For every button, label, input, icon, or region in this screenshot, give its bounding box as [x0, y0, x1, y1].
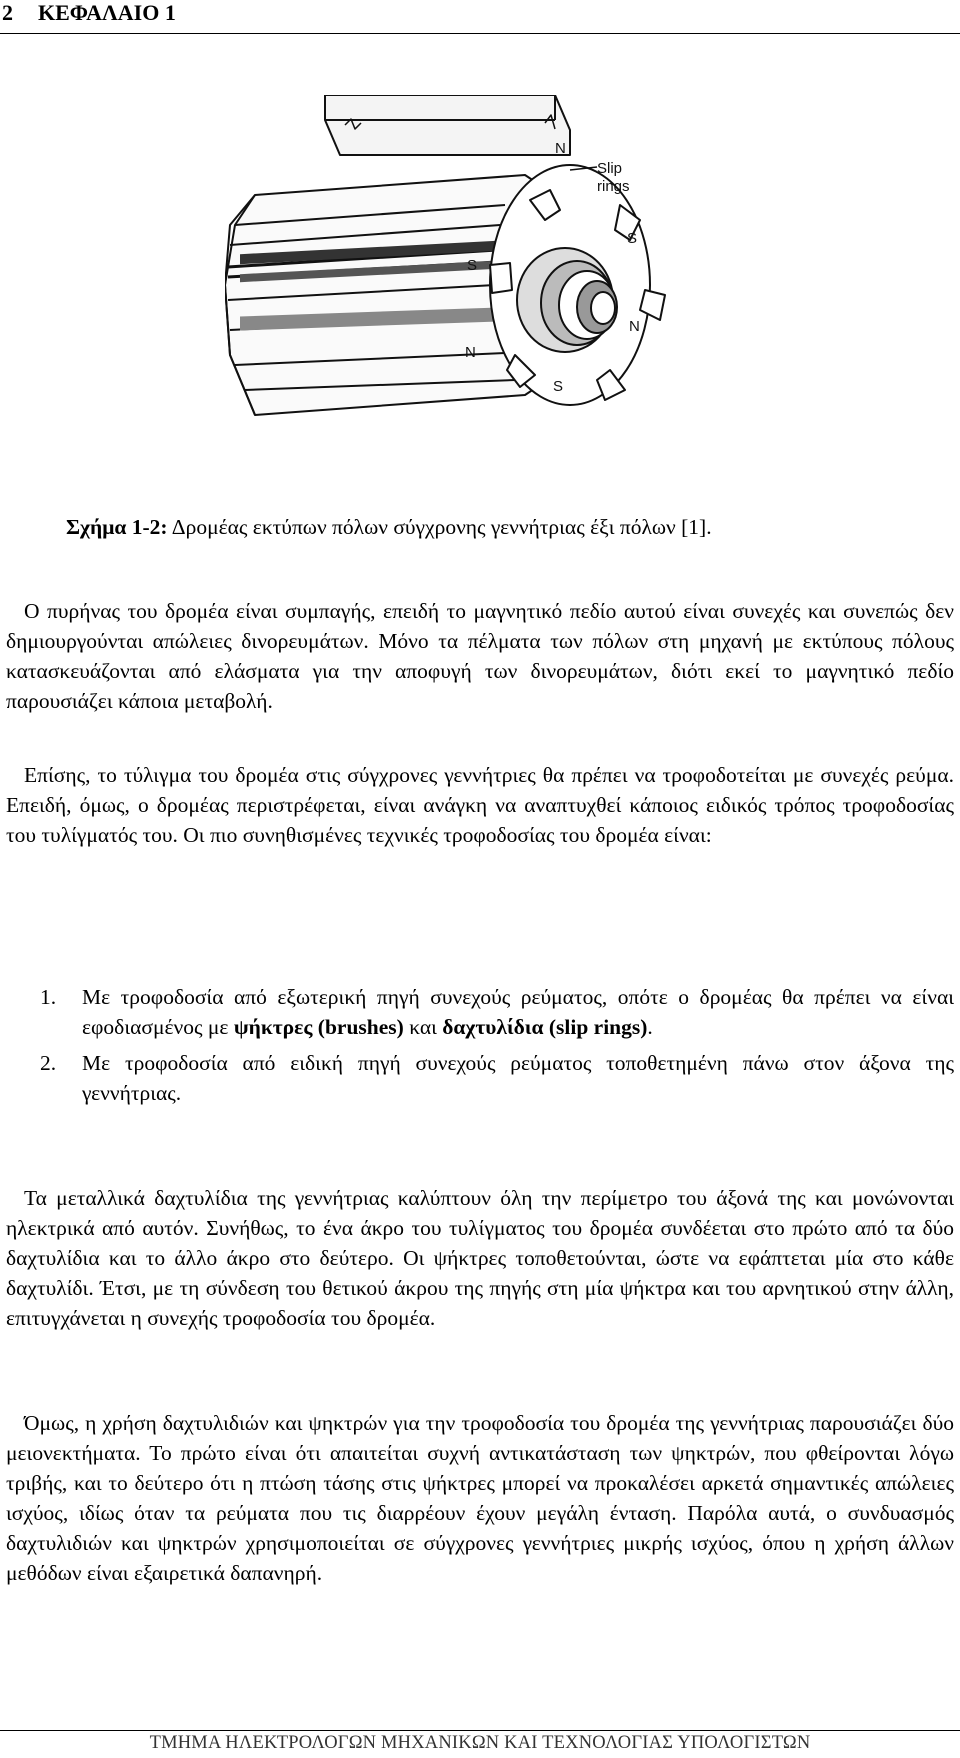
label-s-right: S — [627, 230, 638, 247]
paragraph-4-text: Όμως, η χρήση δαχτυλιδιών και ψηκτρών για την τροφοδοσία του δρομέα της γεννήτριας παρουσιάζει δύο μειονεκτήματα. Το πρώτο είναι ότι απαιτείται συχνή αντικατάσταση των ψηκτρών, που φθείρονται λόγω τριβής, και το δεύτερο ότι η πτώση τάσης στις ψήκτρες μπορεί να προκαλέσει αρκετά σημαντικές απώλειες ισχύος, ιδίως όταν τα ρεύματα που τις διαρρέουν έχουν μεγάλη ένταση. Παρόλα αυτά, ο συνδυασμός δαχτυλιδιών και ψηκτρών χρησιμοποιείται σε σύγχρονες γεννήτριες μικρής ισχύος, όπου η χρήση άλλων μεθόδων είναι εξαιρετικά δαπανηρή. — [6, 1411, 954, 1585]
list-item: 1. Με τροφοδοσία από εξωτερική πηγή συνεχούς ρεύματος, οπότε ο δρομέας θα πρέπει να είναι εφοδιασμένος με ψήκτρες (brushes) και δαχτυλίδια (slip rings). — [40, 982, 954, 1042]
term-slip-rings: δαχτυλίδια (slip rings) — [442, 1015, 648, 1039]
page-header — [0, 0, 960, 34]
paragraph-1 — [6, 596, 954, 716]
paragraph-2-text: Επίσης, το τύλιγμα του δρομέα στις σύγχρονες γεννήτριες θα πρέπει να τροφοδοτείται με συνεχές ρεύμα. Επειδή, όμως, ο δρομέας περιστρέφεται, είναι ανάγκη να αναπτυχθεί κάποιος ειδικός τρόπος τροφοδοσίας του τυλίγματός του. Οι πιο συνηθισμένες τεχνικές τροφοδοσίας του δρομέα είναι: — [6, 763, 954, 847]
paragraph-2 — [6, 760, 954, 850]
label-slip: Slip — [597, 160, 623, 177]
footer-department: ΤΜΗΜΑ ΗΛΕΚΤΡΟΛΟΓΩΝ ΜΗΧΑΝΙΚΩΝ ΚΑΙ ΤΕΧΝΟΛΟΓΙΑΣ ΥΠΟΛΟΓΙΣΤΩΝ — [149, 1733, 811, 1753]
feeding-methods-list — [40, 982, 954, 1108]
list-item: 2. Με τροφοδοσία από ειδική πηγή συνεχούς ρεύματος τοποθετημένη πάνω στον άξονα της γεννήτριας. — [40, 1048, 954, 1108]
page-footer — [0, 1730, 960, 1758]
figure-caption — [66, 515, 946, 540]
page-number: 2 — [2, 0, 13, 25]
paragraph-3-text: Τα μεταλλικά δαχτυλίδια της γεννήτριας καλύπτουν όλη την περίμετρο του άξονά της και μονώνονται ηλεκτρικά από αυτόν. Συνήθως, το ένα άκρο του τυλίγματος του δρομέα συνδέεται στο πρώτο από τα δύο δαχτυλίδια και το άλλο άκρο στο δεύτερο. Οι ψήκτρες τοποθετούνται, ώστε να εφάπτεται μία στο κάθε δαχτυλίδι. Έτσι, με τη σύνδεση του θετικού άκρου της πηγής στη μία ψήκτρα και του αρνητικού στην άλλη, επιτυγχάνεται η συνεχής τροφοδοσία του δρομέα. — [6, 1186, 954, 1330]
label-rings: rings — [597, 178, 630, 195]
paragraph-1-text: Ο πυρήνας του δρομέα είναι συμπαγής, επειδή το μαγνητικό πεδίο αυτού είναι συνεχές και συνεπώς δεν δημιουργούνται απώλειες δινορευμάτων. Μόνο τα πέλματα των πόλων στη μηχανή με εκτύπους πόλους κατασκευάζονται από ελάσματα για την αποφυγή των δινορευμάτων, διότι εκεί το μαγνητικό πεδίο παρουσιάζει κάποια μεταβολή. — [6, 599, 954, 713]
rotor-figure — [225, 95, 735, 445]
label-s-bottom: S — [553, 378, 564, 395]
label-n-right: N — [629, 318, 640, 335]
caption-label: Σχήμα 1-2: — [66, 515, 168, 539]
list-number: 2. — [40, 1051, 57, 1075]
paragraph-4 — [6, 1408, 954, 1588]
list-number: 1. — [40, 985, 57, 1009]
label-n-bottom: N — [465, 344, 476, 361]
paragraph-3 — [6, 1183, 954, 1333]
label-n-top: N — [555, 140, 566, 157]
term-brushes: ψήκτρες (brushes) — [233, 1015, 404, 1039]
label-s-left: S — [467, 257, 478, 274]
caption-text: Δρομέας εκτύπων πόλων σύγχρονης γεννήτριας έξι πόλων [1]. — [167, 515, 712, 539]
chapter-title: ΚΕΦΑΛΑΙΟ 1 — [38, 0, 176, 25]
